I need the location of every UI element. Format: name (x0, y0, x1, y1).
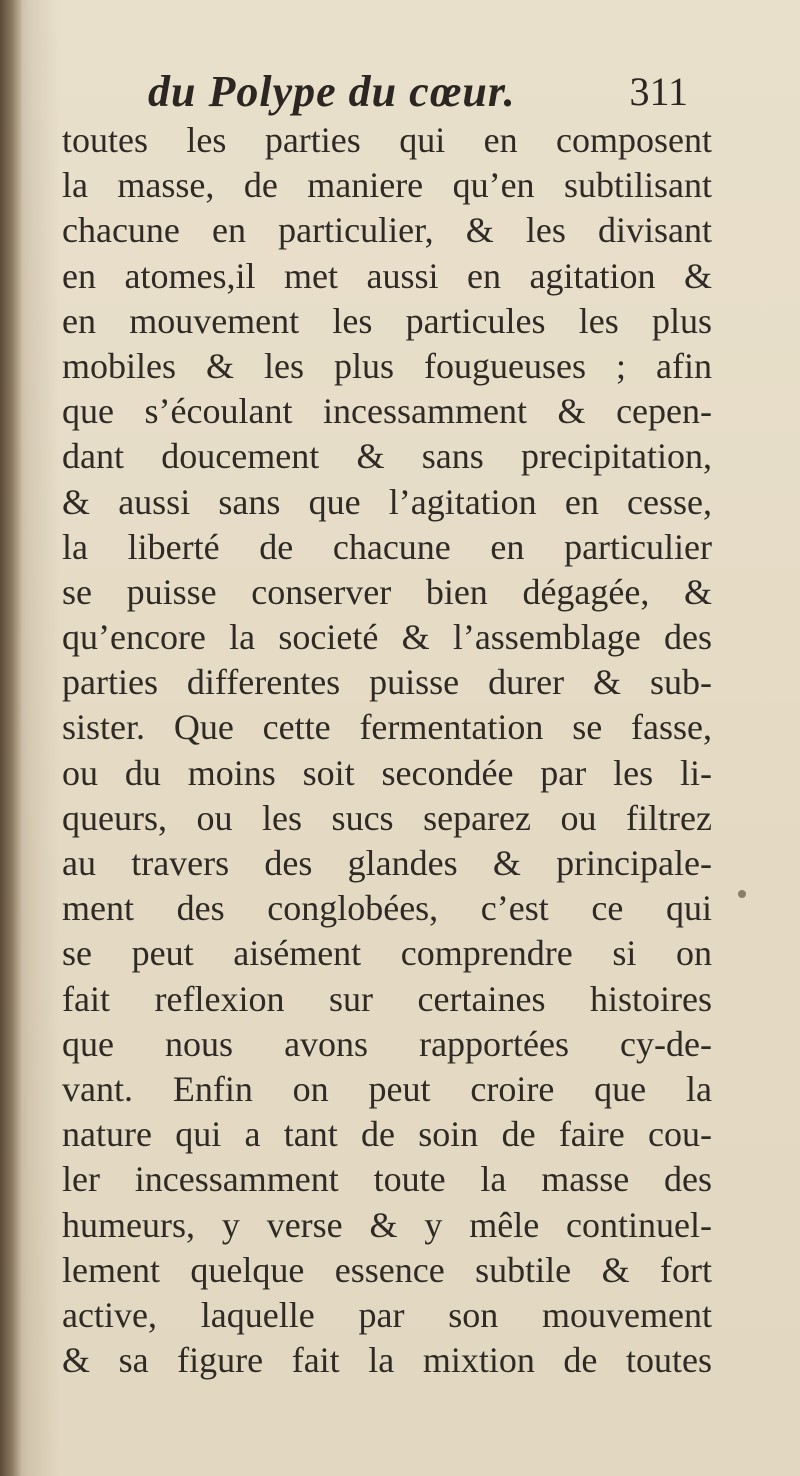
text-line: dant doucement & sans precipitation, (62, 436, 712, 477)
text-line: active, laquelle par son mouvement (62, 1294, 712, 1335)
text-line: parties differentes puisse durer & sub- (62, 662, 712, 703)
body-text (62, 118, 712, 1383)
text-line: mobiles & les plus fougueuses ; afin (62, 345, 712, 386)
text-line: nature qui a tant de soin de faire cou- (62, 1114, 712, 1155)
text-line: ment des conglobées, c’est ce qui (62, 888, 712, 929)
book-spine-shadow (0, 0, 22, 1476)
text-line: se puisse conserver bien dégagée, & (62, 571, 712, 612)
text-line: fait reflexion sur certaines histoires (62, 978, 712, 1019)
text-line: en atomes,il met aussi en agitation & (62, 255, 712, 296)
text-line: ou du moins soit secondée par les li- (62, 752, 712, 793)
text-line: la liberté de chacune en particulier (62, 526, 712, 567)
text-line: & aussi sans que l’agitation en cesse, (62, 481, 712, 522)
text-line: lement quelque essence subtile & fort (62, 1249, 712, 1290)
text-line: humeurs, y verse & y mêle continuel- (62, 1204, 712, 1245)
text-line: & sa figure fait la mixtion de toutes (62, 1340, 712, 1381)
paper-speck (738, 890, 746, 898)
text-line: queurs, ou les sucs separez ou filtrez (62, 797, 712, 838)
text-line: en mouvement les particules les plus (62, 300, 712, 341)
text-line: qu’encore la societé & l’assemblage des (62, 617, 712, 658)
text-line: que nous avons rapportées cy-de- (62, 1023, 712, 1064)
page-number: 311 (629, 69, 688, 114)
text-line: au travers des glandes & principale- (62, 843, 712, 883)
text-line: sister. Que cette fermentation se fasse, (62, 707, 712, 748)
text-line: se peut aisément comprendre si on (62, 933, 712, 974)
text-line: la masse, de maniere qu’en subtilisant (62, 165, 712, 206)
text-line: toutes les parties qui en composent (62, 120, 712, 160)
page-header (148, 66, 688, 118)
text-line: vant. Enfin on peut croire que la (62, 1068, 712, 1109)
text-line: chacune en particulier, & les divisant (62, 210, 712, 251)
text-line: ler incessamment toute la masse des (62, 1159, 712, 1200)
running-title: du Polype du cœur. (148, 67, 516, 116)
text-line: que s’écoulant incessamment & cepen- (62, 391, 712, 432)
